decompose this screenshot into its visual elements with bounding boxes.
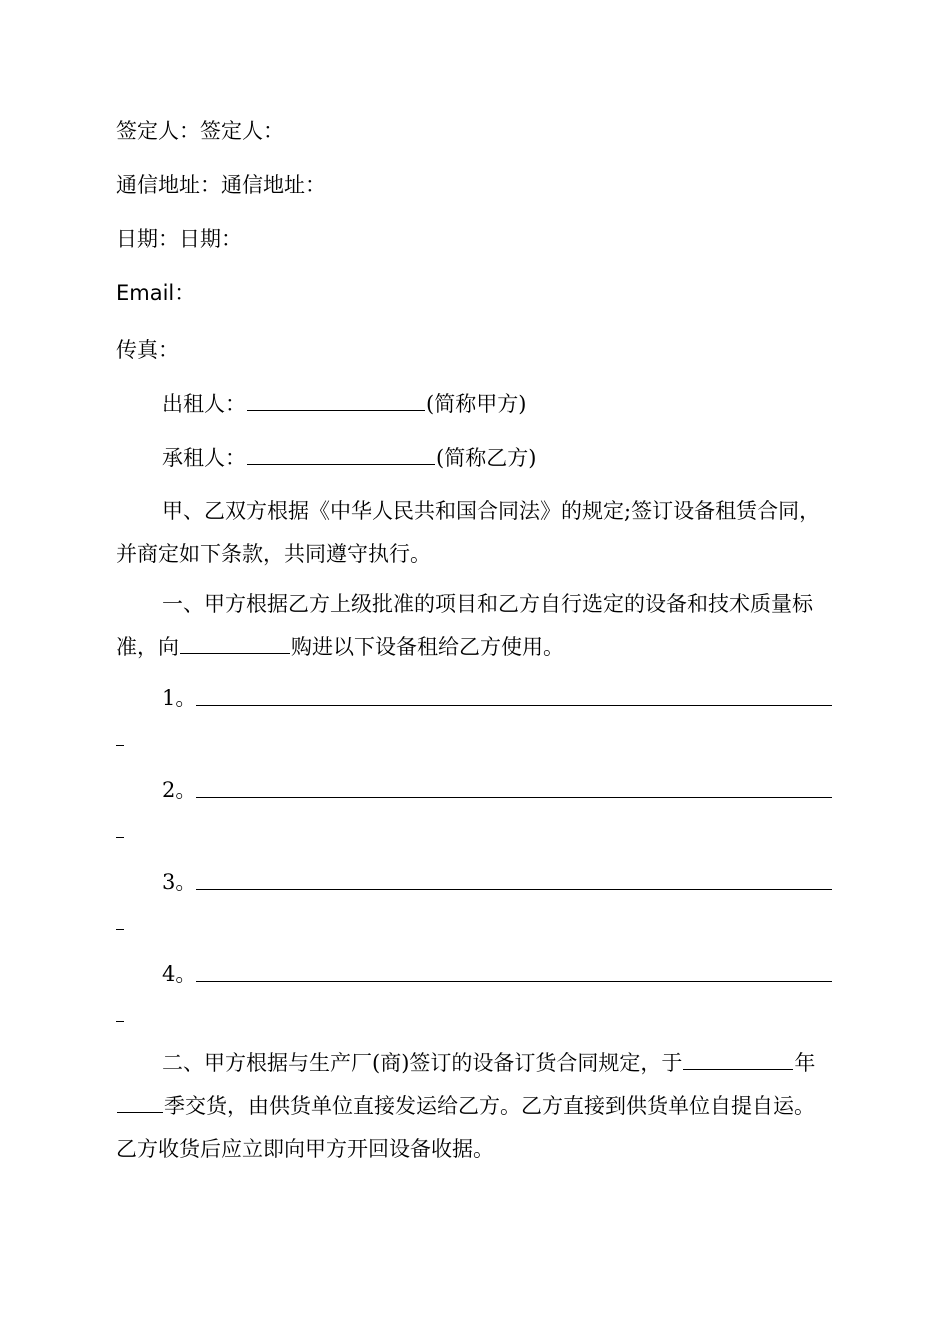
clause2-text-a: 二、甲方根据与生产厂(商)签订的设备订货合同规定，于 xyxy=(162,1051,683,1075)
item-blank xyxy=(196,797,832,798)
list-item xyxy=(162,867,832,897)
item-number: 4。 xyxy=(162,962,197,986)
clause2-year-blank xyxy=(683,1068,793,1070)
clause2-quarter-blank xyxy=(117,1111,163,1113)
item-number: 3。 xyxy=(162,870,197,894)
lessee-blank xyxy=(247,463,435,465)
clause1-paragraph xyxy=(116,583,832,669)
lessee-suffix: (简称乙方) xyxy=(436,446,537,470)
lessor-blank xyxy=(247,409,425,411)
item-number: 1。 xyxy=(162,686,197,710)
item-blank xyxy=(196,705,832,706)
clause2-text-year: 年 xyxy=(794,1051,816,1075)
item-blank xyxy=(196,889,832,890)
clause1-supplier-blank xyxy=(180,652,290,654)
intro-paragraph: 甲、乙双方根据《中华人民共和国合同法》的规定;签订设备租赁合同，并商定如下条款，共同遵守执行。 xyxy=(116,499,821,566)
fax-line: 传真： xyxy=(116,338,179,362)
item-blank-tail xyxy=(116,745,124,746)
lessee-label: 承租人： xyxy=(162,446,246,470)
address-line: 通信地址：通信地址： xyxy=(116,173,326,197)
email-line: Email： xyxy=(116,281,196,305)
item-blank-tail xyxy=(116,929,124,930)
signatory-line: 签定人：签定人： xyxy=(116,119,284,143)
lessor-label: 出租人： xyxy=(162,392,246,416)
item-blank-tail xyxy=(116,1021,124,1022)
clause2-paragraph xyxy=(116,1042,832,1171)
item-blank xyxy=(196,981,832,982)
lessor-line xyxy=(162,389,526,419)
list-item xyxy=(162,683,832,713)
date-line: 日期：日期： xyxy=(116,227,242,251)
clause1-text-b: 购进以下设备租给乙方使用。 xyxy=(291,635,564,659)
list-item xyxy=(162,959,832,989)
clause2-text-b: 季交货，由供货单位直接发运给乙方。乙方直接到供货单位自提自运。乙方收货后应立即向甲方开回设备收据。 xyxy=(116,1094,815,1161)
list-item xyxy=(162,775,832,805)
item-blank-tail xyxy=(116,837,124,838)
lessor-suffix: (简称甲方) xyxy=(426,392,527,416)
lessee-line xyxy=(162,443,536,473)
clause1-text-a: 一、甲方根据乙方上级批准的项目和乙方自行选定的设备和技术质量标准，向 xyxy=(116,592,813,659)
item-number: 2。 xyxy=(162,778,197,802)
